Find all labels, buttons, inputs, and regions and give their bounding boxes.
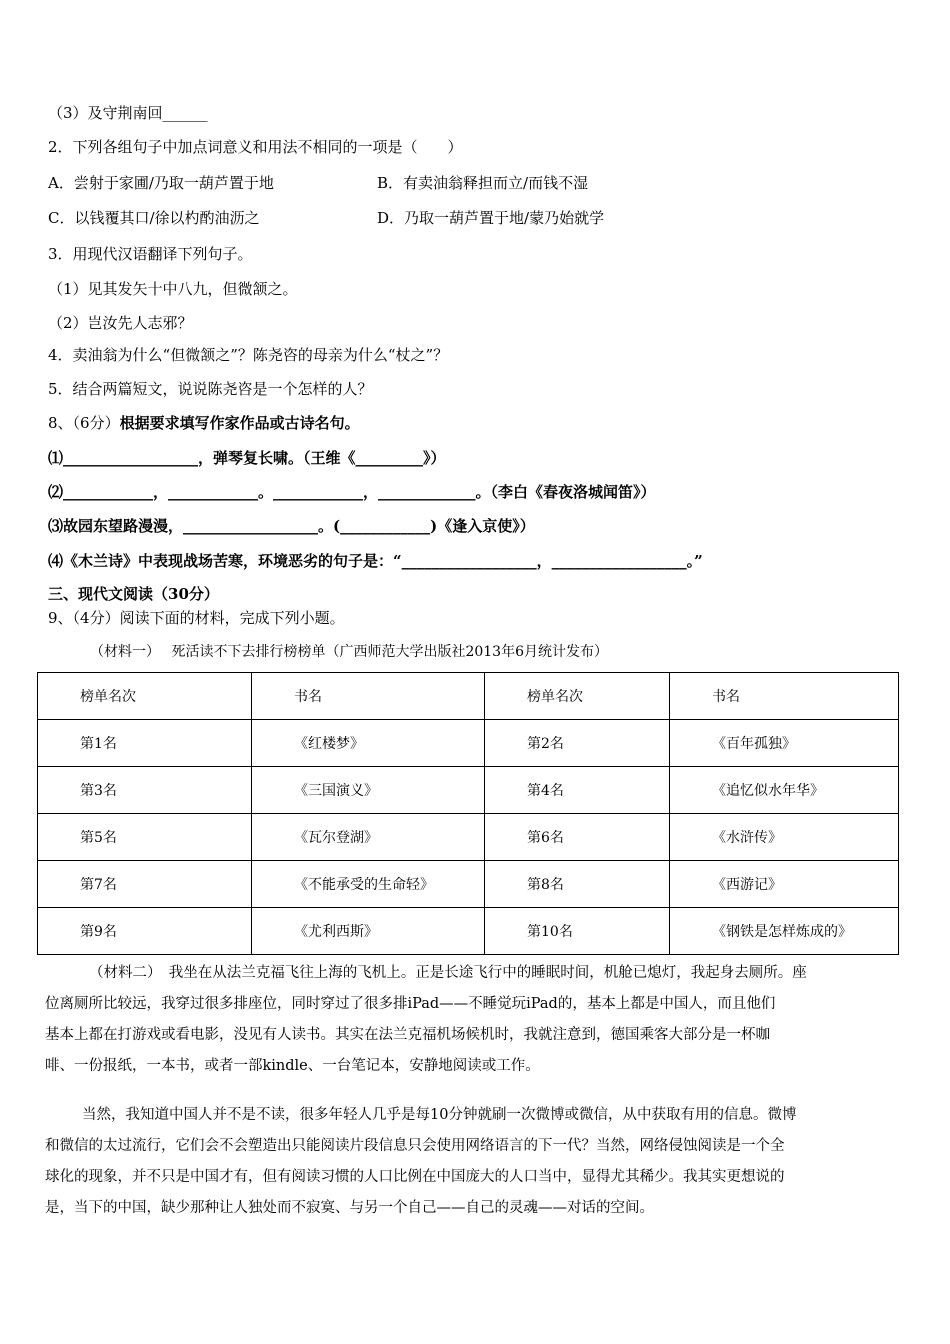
title-cell: 《瓦尔登湖》 <box>252 814 485 861</box>
rank-cell: 第7名 <box>38 861 252 908</box>
paragraph-line: 当然，我知道中国人并不是不读，很多年轻人几乎是每10分钟就刷一次微博或微信，从中获取有用的信息。微博 <box>82 1107 797 1123</box>
table-row <box>38 814 899 861</box>
rank-cell: 第4名 <box>485 767 670 814</box>
table-row <box>38 861 899 908</box>
ranking-table <box>37 672 899 955</box>
paragraph-line: 啡、一份报纸，一本书，或者一部kindle、一台笔记本，安静地阅读或工作。 <box>45 1058 540 1074</box>
question-line: （3）及守荆南回______ <box>48 104 208 122</box>
option-b: B．有卖油翁释担而立/而钱不湿 <box>377 174 589 192</box>
table-row <box>38 767 899 814</box>
rank-cell: 第9名 <box>38 908 252 955</box>
rank-cell: 第5名 <box>38 814 252 861</box>
option-d: D．乃取一葫芦置于地/蒙乃始就学 <box>377 209 605 227</box>
title-cell: 《钢铁是怎样炼成的》 <box>670 908 899 955</box>
title-cell: 《尤利西斯》 <box>252 908 485 955</box>
question-5: 5．结合两篇短文，说说陈尧咨是一个怎样的人？ <box>48 380 373 398</box>
material-2-paragraph-1 <box>45 958 905 1082</box>
option-a: A．尝射于家圃/乃取一葫芦置于地 <box>48 174 274 192</box>
question-3-2: （2）岂汝先人志邪？ <box>48 314 193 332</box>
paragraph-line: 基本上都在打游戏或看电影，没见有人读书。其实在法兰克福机场候机时，我就注意到，德国乘客大部分是一杯咖 <box>45 1027 770 1043</box>
question-2: 2．下列各组句子中加点词意义和用法不相同的一项是（ ） <box>48 138 463 156</box>
rank-cell: 第10名 <box>485 908 670 955</box>
rank-cell: 第1名 <box>38 720 252 767</box>
title-cell: 《追忆似水年华》 <box>670 767 899 814</box>
title-cell: 《水浒传》 <box>670 814 899 861</box>
title-cell: 《西游记》 <box>670 861 899 908</box>
title-cell: 《红楼梦》 <box>252 720 485 767</box>
title-cell: 《三国演义》 <box>252 767 485 814</box>
material-2-paragraph-2 <box>45 1100 905 1224</box>
question-3: 3．用现代汉语翻译下列句子。 <box>48 245 253 263</box>
option-c: C．以钱覆其口/徐以杓酌油沥之 <box>48 209 260 227</box>
question-4: 4．卖油翁为什么“但微颔之”？陈尧咨的母亲为什么“杖之”？ <box>48 346 449 364</box>
question-9: 9、（4分）阅读下面的材料，完成下列小题。 <box>48 609 345 627</box>
rank-cell: 第2名 <box>485 720 670 767</box>
table-row <box>38 720 899 767</box>
poem-blank-1: ⑴__________________，弹琴复长啸。（王维《_________》） <box>48 449 446 467</box>
rank-cell: 第8名 <box>485 861 670 908</box>
question-8-prefix: 8、（6分） <box>48 414 120 432</box>
header-rank: 榜单名次 <box>38 673 252 720</box>
table-header-row <box>38 673 899 720</box>
paragraph-line: 球化的现象，并不只是中国才有，但有阅读习惯的人口比例在中国庞大的人口当中，显得尤其稀少。我其实更想说的 <box>45 1169 785 1185</box>
header-title: 书名 <box>252 673 485 720</box>
table-row <box>38 908 899 955</box>
question-8-instruction: 根据要求填写作家作品或古诗名句。 <box>119 414 360 432</box>
paragraph-line: 是，当下的中国，缺少那种让人独处而不寂寞、与另一个自己——自己的灵魂——对话的空间。 <box>45 1200 654 1216</box>
question-3-1: （1）见其发矢十中八九，但微颔之。 <box>48 280 298 298</box>
poem-blank-2: ⑵____________，____________。____________，_____________。（李白《春夜洛城闻笛》） <box>48 483 656 501</box>
title-cell: 《百年孤独》 <box>670 720 899 767</box>
material-1-caption: （材料一） 死活读不下去排行榜榜单（广西师范大学出版社2013年6月统计发布） <box>90 644 608 660</box>
question-8 <box>48 413 360 433</box>
header-rank: 榜单名次 <box>485 673 670 720</box>
paragraph-line: （材料二） 我坐在从法兰克福飞往上海的飞机上。正是长途飞行中的睡眠时间，机舱已熄灯，我起身去厕所。座 <box>89 965 807 981</box>
rank-cell: 第3名 <box>38 767 252 814</box>
header-title: 书名 <box>670 673 899 720</box>
title-cell: 《不能承受的生命轻》 <box>252 861 485 908</box>
section-heading: 三、现代文阅读（30分） <box>48 585 219 603</box>
rank-cell: 第6名 <box>485 814 670 861</box>
paragraph-line: 和微信的太过流行，它们会不会塑造出只能阅读片段信息只会使用网络语言的下一代？当然，网络侵蚀阅读是一个全 <box>45 1138 785 1154</box>
paragraph-line: 位离厕所比较远，我穿过很多排座位，同时穿过了很多排iPad——不睡觉玩iPad的，基本上都是中国人，而且他们 <box>45 996 776 1012</box>
poem-blank-4: ⑷《木兰诗》中表现战场苦寒，环境恶劣的句子是：“__________________，__________________。” <box>48 552 703 570</box>
poem-blank-3: ⑶故园东望路漫漫，__________________。(____________)《逢入京使》） <box>48 517 535 535</box>
